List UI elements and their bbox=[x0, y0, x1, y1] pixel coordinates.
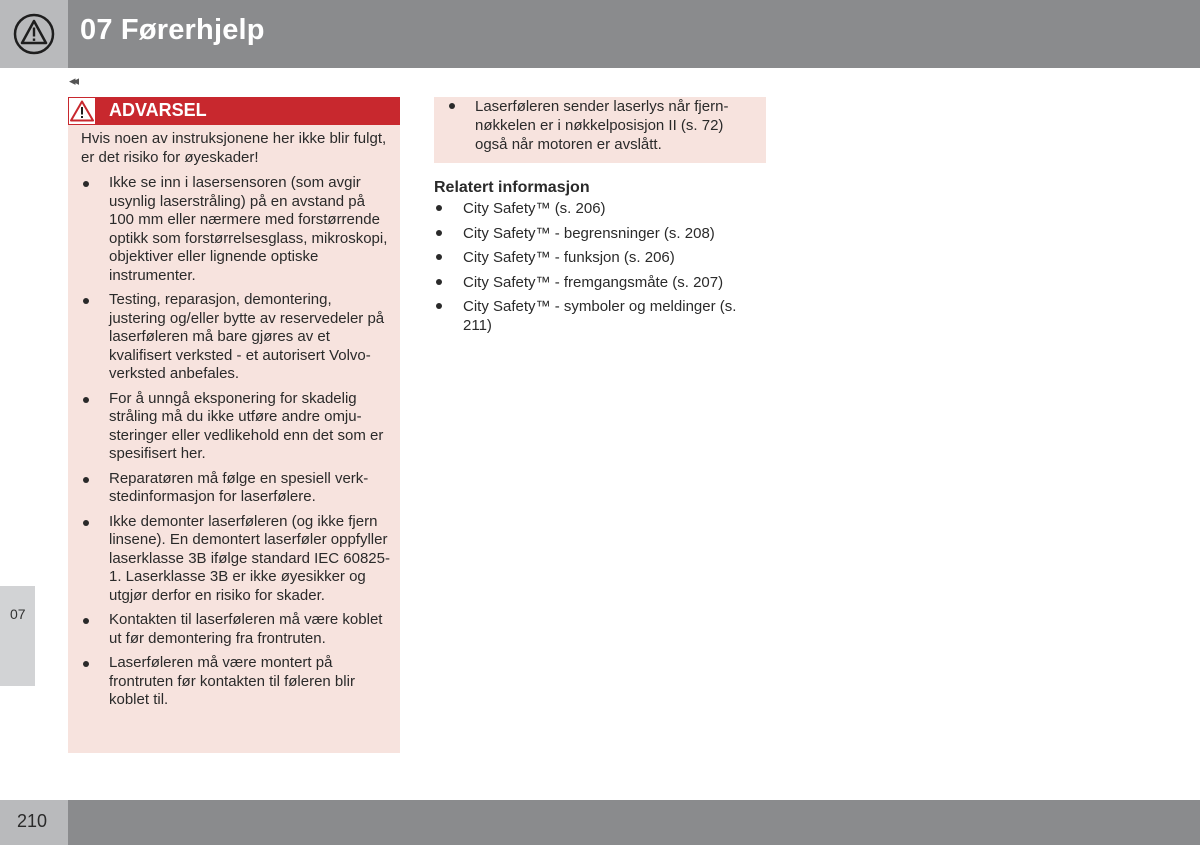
header-icon-box bbox=[0, 0, 68, 68]
warning-label: ADVARSEL bbox=[109, 100, 207, 120]
page-number-box bbox=[0, 800, 68, 845]
warning-continuation-box bbox=[434, 97, 766, 163]
chapter-tab bbox=[0, 586, 35, 686]
warning-item: Reparatøren må følge en spesiell verkstedinformasjon for laserfølere. bbox=[81, 470, 391, 507]
chapter-title: 07 Førerhjelp bbox=[80, 14, 265, 46]
page-number: 210 bbox=[17, 811, 48, 831]
warning-item: Ikke demonter laserføleren (og ikke fjern linsene). En demontert laserføler oppfyller laserklasse 3B ifølge standard IEC 60825-1. Laserklasse 3B er ikke øyesikker og utgjør derfor en risiko for skader. bbox=[81, 513, 391, 606]
previous-page-arrow-icon[interactable]: ◂◂ bbox=[69, 73, 77, 88]
warning-triangle-circle-icon bbox=[12, 12, 56, 56]
continuation-list bbox=[447, 97, 757, 154]
warning-icon-box bbox=[68, 97, 96, 125]
related-link[interactable]: City Safety™ - begrensninger (s. 208) bbox=[434, 224, 754, 243]
warning-list bbox=[81, 174, 391, 716]
related-info-title: Relatert informasjon bbox=[434, 179, 590, 196]
warning-item: Laserføleren må være montert på frontruten før kontakten til føleren blir koblet til. bbox=[81, 654, 391, 710]
warning-header bbox=[68, 97, 400, 125]
page-header bbox=[0, 0, 1200, 68]
warning-intro: Hvis noen av instruksjonene her ikke blir fulgt, er det risiko for øyeskader! bbox=[81, 130, 387, 166]
chapter-tab-number: 07 bbox=[10, 606, 26, 622]
related-link[interactable]: City Safety™ - funksjon (s. 206) bbox=[434, 248, 754, 267]
warning-item: Testing, reparasjon, demontering, justering og/eller bytte av reservedeler på laserføleren må bare gjøres av et kvalifisert verksted - et autorisert Volvo-verksted anbefales. bbox=[81, 291, 391, 384]
warning-item: Kontakten til laserføleren må være koblet ut før demontering fra frontruten. bbox=[81, 611, 391, 648]
warning-item: Ikke se inn i lasersensoren (som avgir usynlig laserstråling) på en avstand på 100 mm eller nærmere med forstørrende optikk som forstørrelsesglass, mikroskopi, objektiver eller lignende optiske instrumenter. bbox=[81, 174, 391, 285]
related-info-list bbox=[434, 199, 754, 341]
page-footer bbox=[0, 800, 1200, 845]
related-link[interactable]: City Safety™ - symboler og meldinger (s. 211) bbox=[434, 297, 754, 335]
continuation-item: Laserføleren sender laserlys når fjernnøkkelen er i nøkkelposisjon II (s. 72) også når motoren er avslått. bbox=[447, 97, 757, 154]
related-link[interactable]: City Safety™ (s. 206) bbox=[434, 199, 754, 218]
warning-box bbox=[68, 97, 400, 753]
warning-item: For å unngå eksponering for skadelig stråling må du ikke utføre andre omjusteringer eller vedlikehold enn det som er spesifisert her. bbox=[81, 390, 391, 464]
warning-triangle-icon bbox=[70, 100, 94, 122]
related-link[interactable]: City Safety™ - fremgangsmåte (s. 207) bbox=[434, 273, 754, 292]
